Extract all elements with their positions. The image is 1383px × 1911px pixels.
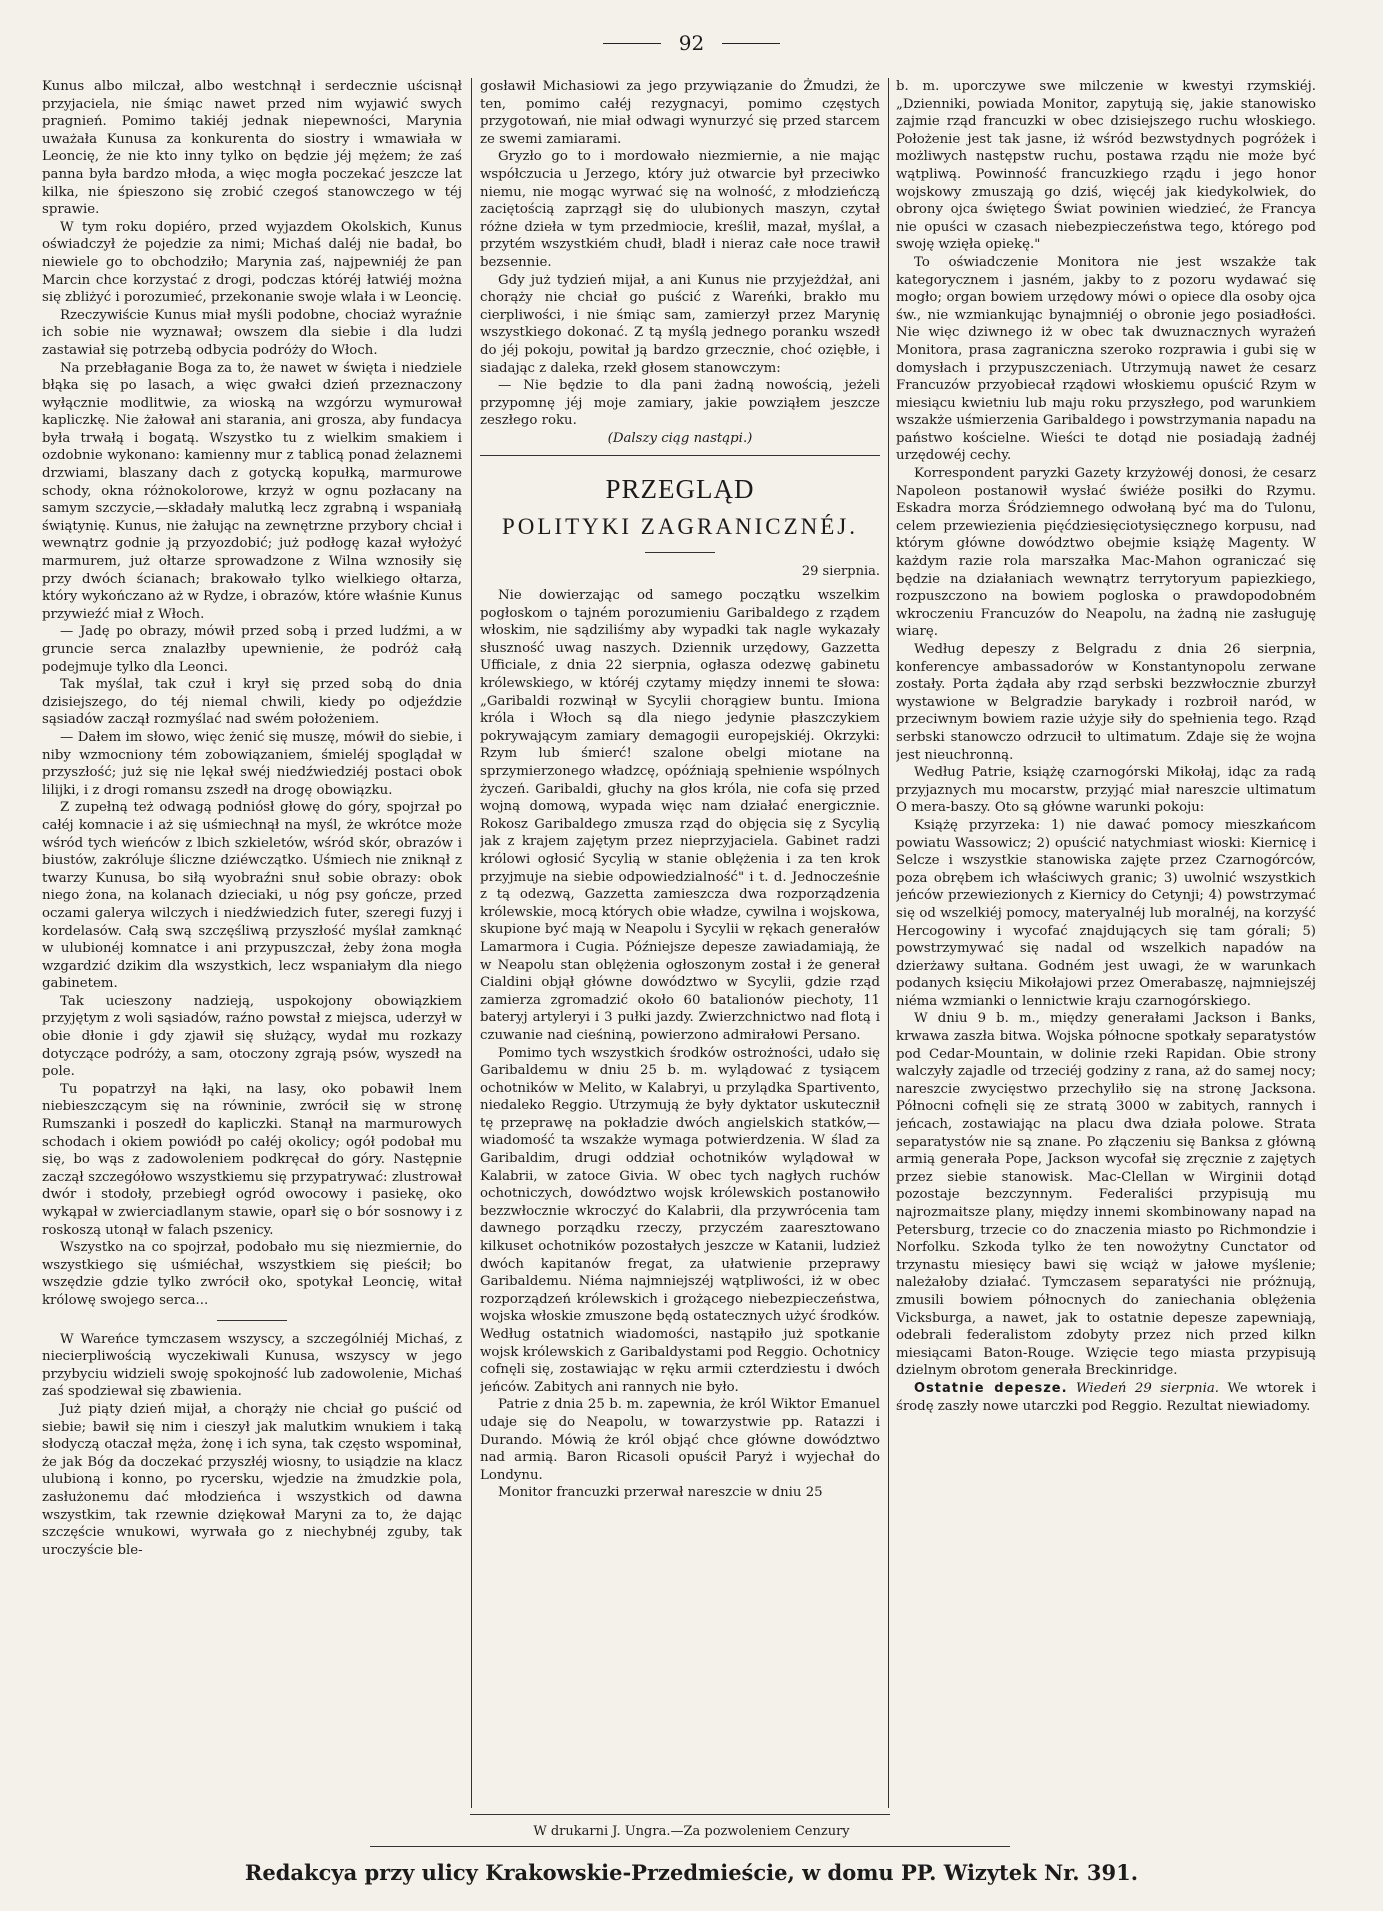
news-paragraph: Patrie z dnia 25 b. m. zapewnia, że król Wiktor Emanuel udaje się do Neapolu, w towarzystwie pp. Ratazzi i Durando. Mówią że król objąć chce główne dowództwo nad armią. Baron Ricasoli opuścił Paryż i wyjechał do Londynu.	[480, 1397, 880, 1483]
section-date: 29 sierpnia.	[801, 564, 880, 580]
column-right-news	[896, 78, 1316, 1808]
story-paragraph: Tak ucieszony nadzieją, uspokojony obowiązkiem przyjętym z woli sąsiadów, raźno powstał z miejsca, uderzył w obie dłonie i gdy zjawił się służący, wydał mu rozkazy dotyczące podróży, a sam, otoczony zgrają psów, wyszedł na pole.	[42, 993, 462, 1080]
story-paragraph: Z zupełną też odwagą podniósł głowę do góry, spojrzał po całéj komnacie i aż się uśmiechnął na myśl, że wkrótce może wśród tych wieńców z lbich szkieletów, wśród skór, obrazów i biustów, zakróluje śliczne dziéwczątko. Uśmiech nie zniknął z twarzy Kunusa, bo siłą wyobraźni snuł sobie obrazy: obok niego żona, na kolanach dzieciaki, u nóg psy gończe, przed oczami galerya wilczych i niedźwiedzich futer, szeregi fuzyj i kordelasów. Całą swą szczęśliwą przyszłość myślał zamknąć w ulubionéj komnatce i ani przypuszczał, żeby żona mogła wzgardzić dzikim dla wszystkich, lecz wspaniałym dla niego gabinetem.	[42, 800, 462, 992]
story-paragraph: Gryzło go to i mordowało niezmiernie, a nie mając współczucia u Jerzego, który już otwarcie był przeciwko niemu, nie mogąc wyrwać się na wolność, z młodzieńczą zaciętością zaprzągł się do ulubionych maszyn, czytał różne dzieła w tym przedmiocie, kreślił, mazał, myślał, a przytém wszystkiém chudł, bladł i nieraz całe noce trawił bezsennie.	[480, 149, 880, 270]
latest-text: We wtorek i środę zaszły nowe utarczki pod Reggio. Rezultat niewiadomy.	[896, 1380, 1316, 1414]
story-paragraph: — Jadę po obrazy, mówił przed sobą i przed ludźmi, a w gruncie serca znalazłby upewnienie, że podróż całą podejmuje tylko dla Leonci.	[42, 624, 462, 675]
news-paragraph: Pomimo tych wszystkich środków ostrożności, udało się Garibaldemu w dniu 25 b. m. wylądować z tysiącem ochotników w Melito, w Kalabryi, u przylądka Spartivento, niedaleko Reggio. Utrzymują że były dyktator uskutecznił tę przeprawę na pokładzie dwóch angielskich statków,— wiadomość ta wszakże wymaga potwierdzenia. W ślad za Garibaldim, drugi oddział ochotników wylądował w Kalabrii, w zatoce Givia. W obec tych nagłych ruchów ochotniczych, dowództwo wojsk królewskich postanowiło bezzwłocznie wkroczyć do Kalabrii, dla przywrócenia tam dawnego porządku rzeczy, przyczém zaaresztowano kilkuset ochotników pozostałych jeszcze w Katanii, ludzież dwóch kapitanów fregat, za ułatwienie przeprawy Garibaldemu. Niéma najmniejszéj wątpliwości, iż w obec rozporządzeń królewskich i grożącego niebezpieczeństwa, wojska włoskie zmuszone będą ostatecznych użyć środków. Według ostatnich wiadomości, nastąpiło już spotkanie wojsk królewskich z Garibaldystami pod Reggio. Ochotnicy cofnęli się, zostawiając w ręku armii czterdziestu i dwóch jeńców. Zabitych ani rannych nie było.	[480, 1045, 880, 1395]
section-divider	[217, 1320, 287, 1321]
story-paragraph: Gdy już tydzień mijał, a ani Kunus nie przyjeżdżał, ani chorąży nie chciał go puścić z Wareńki, brakło mu cierpliwości, i nie śmiąc sam, zamierzył przez Marynię wszystkiego dokonać. Z tą myślą jednego poranku wszedł do jéj pokoju, powitał ją bardzo grzecznie, choć oziębłe, i siadając z daleka, rzekł głosem stanowczym:	[480, 272, 880, 376]
column-divider	[888, 78, 889, 1808]
latest-label: Ostatnie depesze.	[914, 1380, 1068, 1396]
news-paragraph: Nie dowierzając od samego początku wszelkim pogłoskom o tajném porozumieniu Garibaldego z rządem włoskim, nie sądziliśmy aby wypadki tak nagle wykazały słuszność uwag naszych. Dziennik urzędowy, Gazzetta Ufficiale, z dnia 22 sierpnia, ogłasza odezwę gabinetu królewskiego, w któréj czytamy między innemi te słowa: „Garibaldi rozwinął w Sycylii chorągiew buntu. Imiona króla i Włoch są dla niego jedynie płaszczykiem pokrywającym zamiary demagogii europejskiéj. Okrzyki: Rzym lub śmierć! szalone obelgi miotane na sprzymierzonego władzcę, opóźniają spełnienie wspólnych życzeń. Garibaldi, głuchy na głos króla, nie cofa się przed wojną domową, wypada więc nam działać energicznie. Rokosz Garibaldego zmusza rząd do objęcia się z Sycylią jak z krajem zajętym przez nieprzyjaciela. Gabinet radzi królowi ogłosić Sycylią w stanie oblężenia i za ten krok przyjmuje na siebie odpowiedzialność" i t. d. Jednocześnie z tą odezwą, Gazzetta zamieszcza dwa rozporządzenia królewskie, mocą których obie władze, cywilna i wojskowa, skupione być mają w Neapolu i Sycylii w rękach generałów Lamarmora i Cugia. Późniejsze depesze zawiadamiają, że w Neapolu stan oblężenia ogłoszonym został i że generał Cialdini objął główne dowództwo w Sycylii, gdzie rząd zamierza zgromadzić około 60 batalionów piechoty, 11 bateryj artyleryi i 3 pułki jazdy. Zwierzchnictwo nad flotą i czuwanie nad cieśniną, powierzono admirałowi Persano.	[480, 588, 880, 1043]
story-paragraph: Rzeczywiście Kunus miał myśli podobne, chociaż wyraźnie ich sobie nie wyznawał; owszem dla siebie i dla ludzi zastawiał się potrzebą odbycia podróży do Włoch.	[42, 307, 462, 358]
story-paragraph: Kunus albo milczał, albo westchnął i serdecznie uścisnął przyjaciela, nie śmiąc nawet przed nim wyjawić swych pragnień. Pomimo takiéj jednak niepewności, Marynia uważała Kunusa za konkurenta do siostry i wmawiała w Leoncię, że nie kto inny tylko on będzie jéj mężem; że zaś panna była bardzo młoda, a więc mogła poczekać jeszcze lat kilka, nie śpieszono się zrobić czegoś stanowczego w téj sprawie.	[42, 79, 462, 218]
title-divider	[645, 552, 715, 553]
column-left-story	[42, 78, 462, 1808]
printer-line: W drukarni J. Ungra.—Za pozwoleniem Cenzury	[533, 1824, 850, 1839]
news-paragraph: Według depeszy z Belgradu z dnia 26 sierpnia, konferencye ambassadorów w Konstantynopolu zerwane zostały. Porta żądała aby rząd serbski bezzwłocznie zburzył wystawione w Belgradzie barykady i rozbroił naród, w przeciwnym bowiem razie użyje siły do spełnienia tego. Rząd serbski stanowczo odrzucił to ultimatum. Zdaje się że wojna jest nieuchronną.	[896, 642, 1316, 763]
story-paragraph: — Nie będzie to dla pani żadną nowością, jeżeli przypomnę jéj moje zamiary, jakie powziąłem jeszcze zeszłego roku.	[480, 378, 880, 429]
story-paragraph: Już piąty dzień mijał, a chorąży nie chciał go puścić od siebie; bawił się nim i cieszył jak malutkim wnukiem i taką słodyczą otaczał męża, żonę i ich syna, tak często wspominał, że jak Bóg da doczekać przyszłéj wiosny, to usiądzie na klacz ulubioną i konno, po rycersku, wjedzie na żmudzkie pola, zasłużonemu dać młodzieńca i wszystkich od dawna wszystkim, tak rzewnie dziękował Maryni za to, że dając szczęście wnukowi, wyrwała go z niechybnéj zguby, tak uroczyście ble-	[42, 1401, 462, 1558]
header-rule-right	[722, 43, 780, 44]
story-paragraph: Tu popatrzył na łąki, na lasy, oko pobawił lnem niebieszczącym się na równinie, zwrócił się w stronę Rumszanki i poszedł do kapliczki. Stanął na marmurowych schodach i okiem powiódł po całéj okolicy; ogół podobał mu się, bo wąs z zadowoleniem podkręcał do góry. Następnie zaczął szczegółowo wszystkiemu się przypatrywać: zlustrował dwór i stodoły, przebiegł ogród owocowy i pasiekę, oko wykąpał w zwierciadlanym stawie, oparł się o bór sosnowy i z roskoszą utonął w falach pszenicy.	[42, 1081, 462, 1238]
news-paragraph: b. m. uporczywe swe milczenie w kwestyi rzymskiéj. „Dzienniki, powiada Monitor, zapytują się, jakie stanowisko zajmie rząd francuzki w obec dzisiejszego ruchu włoskiego. Położenie jest tak jasne, iż wśród bezwstydnych pogróżek i możliwych następstw ruchu, postawa rządu nie może być wątpliwą. Powinność francuzkiego rządu i jego honor wojskowy zmuszają go dziś, więcéj jak kiedykolwiek, do obrony ojca świętego Świat powinien wiedzieć, że Francya nie opuści w czasach niebezpieczeństwa tego, którego pod swoję wzięła opiekę."	[896, 79, 1316, 253]
story-paragraph: gosławił Michasiowi za jego przywiązanie do Żmudzi, że ten, pomimo całéj rezygnacyi, pomimo częstych przygotowań, nie miał odwagi wynurzyć się przed starcem ze swemi zamiarami.	[480, 79, 880, 147]
section-title: PRZEGLĄD	[605, 474, 755, 505]
story-paragraph: — Dałem im słowo, więc żenić się muszę, mówił do siebie, i niby wzmocniony tém zobowiązaniem, śmieléj spoglądał w przyszłość; już się nie lękał swéj niedźwiedziéj postaci obok lilijki, i z drogi romansu zszedł na drogę obowiązku.	[42, 729, 462, 798]
column-divider	[471, 78, 472, 1808]
news-paragraph: W dniu 9 b. m., między generałami Jackson i Banks, krwawa zaszła bitwa. Wojska północne spotkały separatystów pod Cedar-Mountain, w dolinie rzeki Rapidan. Obie strony walczyły zajadle od trzeciéj godziny z rana, aż do samej nocy; nareszcie zwycięstwo przechyliło się na stronę Jacksona. Północni cofnęli się ze stratą 3000 w zabitych, rannych i jeńcach, zostawiając na placu dwa działa polowe. Strata separatystów nie są znane. Po złączeniu się Banksa z główną armią generała Pope, Jackson wycofał się zręcznie z zajętych przez siebie stanowisk. Mac-Clellan w Wirginii dotąd pozostaje bezczynnym. Federaliści przypisują mu najrozmaitsze plany, między innemi skombinowany napad na Petersburg, trzecie co do znaczenia miasto po Richmondzie i Norfolku. Szkoda tylko że ten nowożytny Cunctator od trzynastu miesięcy bawi się wciąż w jałowe myślenie; należałoby działać. Tymczasem separatyści nie próżnują, zmusili bowiem północnych do zaniechania oblężenia Vicksburga, a nawet, jak to ostatnie depesze zapewniają, odebrali federalistom zdobyty przez nich przed kilkn miesiącami Baton-Rouge. Wzięcie tego miasta przypisują dzielnym obrotom generała Breckinridge.	[896, 1011, 1316, 1379]
section-divider	[480, 455, 880, 456]
story-paragraph: W tym roku dopiéro, przed wyjazdem Okolskich, Kunus oświadczył że pojedzie za nimi; Michaś daléj nie badał, bo niewiele go to obchodziło; Marynia zaś, najpewniéj że pan Marcin chce korzystać z drogi, podczas któréj łatwiéj można się zbliżyć i porozumieć, przekonanie swoje wlała i w Leoncię.	[42, 219, 462, 306]
continued-note: (Dalszy ciąg nastąpi.)	[607, 430, 753, 446]
news-paragraph: Według Patrie, książę czarnogórski Mikołaj, idąc za radą przyjaznych mu mocarstw, przyjąć miał nareszcie ultimatum O mera-baszy. Oto są główne warunki pokoju:	[896, 765, 1316, 816]
editorial-address: Redakcya przy ulicy Krakowskie-Przedmieście, w domu PP. Wizytek Nr. 391.	[244, 1860, 1139, 1885]
section-subtitle: POLITYKI ZAGRANICZNÉJ.	[501, 514, 859, 540]
news-paragraph: Monitor francuzki przerwał nareszcie w dniu 25	[498, 1485, 823, 1501]
page-number: 92	[678, 31, 705, 55]
footer-divider	[370, 1846, 1010, 1847]
page-header	[0, 28, 1383, 58]
story-paragraph: Wszystko na co spojrzał, podobało mu się niezmiernie, do wszystkiego się uśmiéchał, wszystkiem się pieścił; bo wszędzie gdzie tylko zwrócił oko, spotykał Leoncię, witał królowę swojego serca...	[42, 1240, 462, 1308]
news-paragraph: Korrespondent paryzki Gazety krzyżowéj donosi, że cesarz Napoleon postanowił wysłać świéże posiłki do Rzymu. Eskadra morza Śródziemnego odwołaną być ma do Tulonu, celem przewiezienia pięćdziesięciotysięcznego korpusu, nad którym główne dowództwo obejmie książę Magenty. W każdym razie rola marszałka Mac-Mahon ograniczać się będzie na działaniach wewnątrz terrytoryum papiezkiego, rozpuszczono na bowiem pogloska o prawdopodobném wkroczeniu Francuzów do Neapolu, na żadną nie zasługuję wiarę.	[896, 466, 1316, 640]
story-paragraph: Tak myślał, tak czuł i krył się przed sobą do dnia dzisiejszego, do téj niemal chwili, kiedy po odjeździe sąsiadów zaczął rozmyślać nad swém położeniem.	[42, 677, 462, 728]
story-paragraph: W Wareńce tymczasem wszyscy, a szczególniéj Michaś, z niecierpliwością wyczekiwali Kunusa, wszyscy w jego przybyciu widzieli swoję spokojność lub zadowolenie, Michaś zaś spodziewał się zbawienia.	[42, 1331, 462, 1400]
header-rule-left	[603, 43, 661, 44]
story-paragraph: Na przebłaganie Boga za to, że nawet w święta i niedziele błąka się po lasach, a więc gwałci dzień przeznaczony wyłącznie modlitwie, za wioską na wzgórzu wymurował kapliczkę. Nie żałował ani starania, ani grosza, aby fundacya była trwałą i bogatą. Wszystko tu z wielkim smakiem i ozdobnie wykonano: kamienny mur z tablicą ponad żelaznemi drzwiami, blaszany dach z gotycką kopułką, marmurowe schody, okna różnokolorowe, krzyż w ognu pozłacany na samym szczycie,—składały malutką lecz zgrabną i wspaniałą świątynię. Kunus, nie żałując na zewnętrzne przybory chciał i wewnątrz godnie ją przyozdobić; już podłogę kazał wyłożyć marmurem, już ołtarze sprowadzone z Wilna wznosiły się przy dwóch ścianach; brakowało tylko wielkiego ołtarza, który wykończano aż w Rydze, i obrazów, które właśnie Kunus przywieźć miał z Włoch.	[42, 360, 462, 622]
latest-dispatch	[896, 1380, 1316, 1415]
footer-divider	[470, 1814, 890, 1815]
news-paragraph: To oświadczenie Monitora nie jest wszakże tak kategorycznem i jasném, jakby to z pozoru wydawać się mogło; organ bowiem urzędowy mówi o opiece dla osoby ojca św., nie wzmiankując bynajmniéj o obronie jego posiadłości. Nie więc dziwnego iż w obec tak dwuznacznych wyrażeń Monitora, prasa zagraniczna szeroko rozprawia i gubi się w domysłach i przypuszczeniach. Utrzymują nawet że cesarz Francuzów przyobiecał rządowi włoskiemu opuścić Rzym w miesiącu kwietniu lub maju roku przyszłego, pod warunkiem wszakże uśmierzenia Garibaldego i powstrzymania napadu na państwo kościelne. Wieści te dotąd nie posiadają żadnéj urzędowéj cechy.	[896, 254, 1316, 464]
news-paragraph: Książę przyrzeka: 1) nie dawać pomocy mieszkańcom powiatu Wassowicz; 2) opuścić natychmiast wioski: Kiernicę i Selcze i wszystkie stanowiska zajęte przez Czarnogórców, poza obrębem ich właściwych granic; 3) uwolnić wszystkich jeńców przewiezionych z Kiernicy do Cetynji; 4) powstrzymać się od wszelkiéj pomocy, materyalnéj lub moralnéj, na korzyść Hercogowiny i wycofać znajdujących się tam górali; 5) powstrzymywać się nadal od wszelkich napadów na dzierżawy sułtana. Godném jest uwagi, że w warunkach podanych księciu Mikołajowi przez Omerabaszę, najmniejszéj niéma wzmianki o lennictwie kraju czarnogórskiego.	[896, 817, 1316, 1009]
latest-place-date: Wiedeń 29 sierpnia.	[1075, 1380, 1220, 1396]
column-middle	[480, 78, 880, 1808]
